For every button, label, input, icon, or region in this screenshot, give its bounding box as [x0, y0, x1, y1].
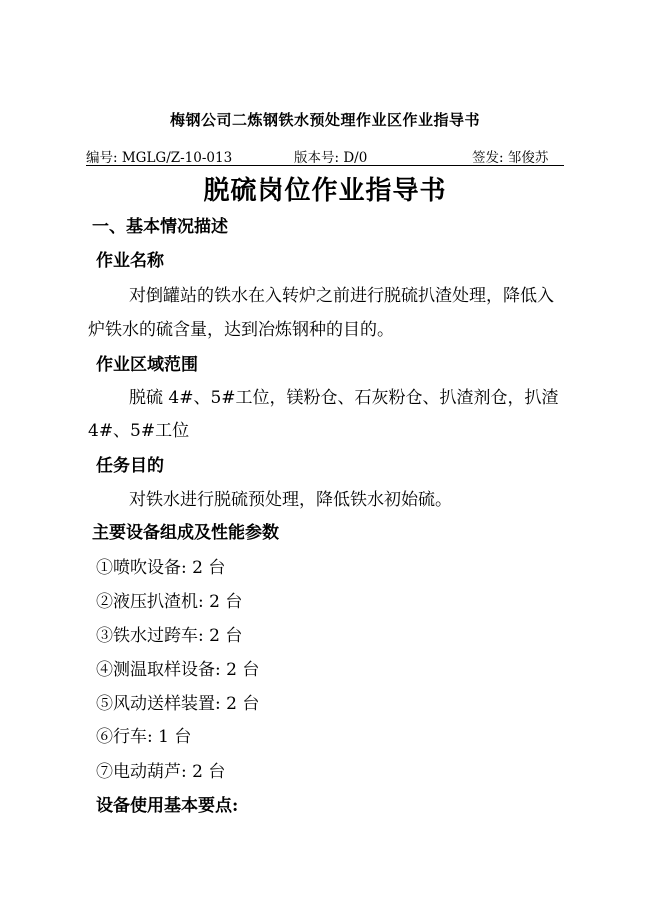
document-version: 版本号: D/0 — [294, 150, 368, 166]
equipment-heading: 主要设备组成及性能参数 — [92, 523, 279, 543]
document-title: 脱硫岗位作业指导书 — [203, 176, 447, 206]
equipment-item: ⑥行车: 1 台 — [96, 727, 192, 747]
section-heading-basic-info: 一、基本情况描述 — [92, 217, 228, 237]
equipment-item: ⑤风动送样装置: 2 台 — [96, 694, 260, 714]
work-area-text-line-2: 4#、5#工位 — [88, 421, 190, 441]
job-name-text-line-1: 对倒罐站的铁水在入转炉之前进行脱硫扒渣处理，降低入 — [129, 286, 554, 306]
task-goal-heading: 任务目的 — [96, 456, 164, 476]
document-meta-line — [86, 144, 564, 166]
work-area-text-line-1: 脱硫 4#、5#工位，镁粉仓、石灰粉仓、扒渣剂仓，扒渣 — [129, 388, 559, 408]
document-signer: 签发: 邹俊苏 — [472, 150, 549, 166]
equipment-item: ①喷吹设备: 2 台 — [96, 558, 226, 578]
work-area-heading: 作业区域范围 — [96, 355, 198, 375]
company-title: 梅钢公司二炼钢铁水预处理作业区作业指导书 — [169, 111, 480, 129]
job-name-heading: 作业名称 — [96, 251, 164, 271]
task-goal-text: 对铁水进行脱硫预处理，降低铁水初始硫。 — [129, 490, 452, 510]
equipment-item: ④测温取样设备: 2 台 — [96, 660, 260, 680]
document-code: 编号: MGLG/Z-10-013 — [86, 150, 233, 166]
equipment-item: ⑦电动葫芦: 2 台 — [96, 762, 226, 782]
job-name-text-line-2: 炉铁水的硫含量，达到冶炼钢种的目的。 — [88, 320, 394, 340]
usage-points-heading: 设备使用基本要点: — [96, 796, 239, 816]
equipment-item: ③铁水过跨车: 2 台 — [96, 626, 243, 646]
equipment-item: ②液压扒渣机: 2 台 — [96, 592, 243, 612]
